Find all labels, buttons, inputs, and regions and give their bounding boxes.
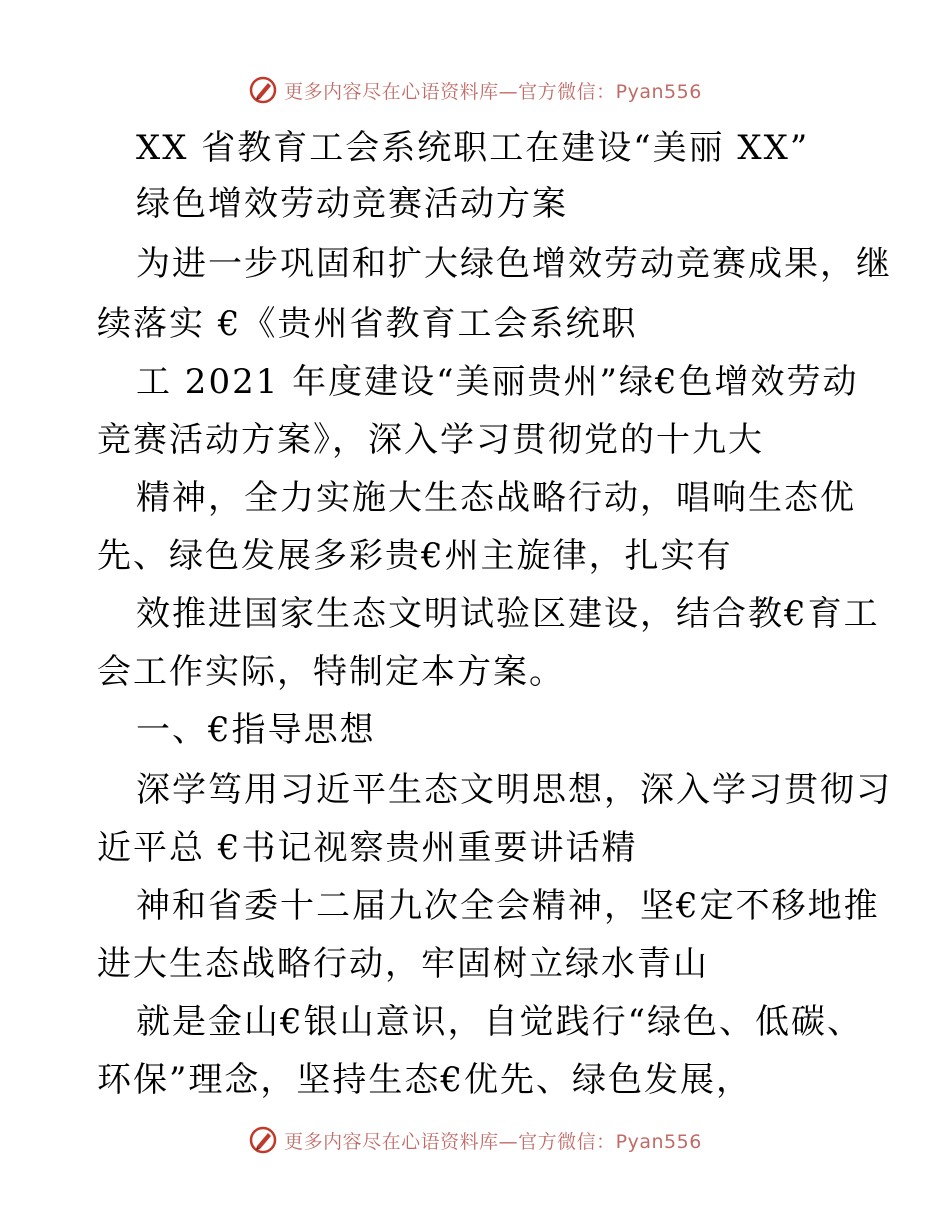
footer-watermark-banner xyxy=(0,1120,950,1160)
paragraph-line: 效推进国家生态文明试验区建设，结合教€育工 xyxy=(136,594,880,634)
paragraph-line: 为进一步巩固和扩大绿色增效劳动竞赛成果，继 xyxy=(136,244,892,284)
section-heading: 一、€指导思想 xyxy=(136,710,376,750)
paragraph-line: 近平总 €书记视察贵州重要讲话精 xyxy=(97,828,638,868)
paragraph-line: 会工作实际，特制定本方案。 xyxy=(97,652,565,692)
banner-text: 更多内容尽在心语资料库— xyxy=(284,1130,519,1153)
pen-logo-icon xyxy=(248,75,278,105)
banner-contact: 官方微信：Pyan556 xyxy=(518,80,702,103)
banner-contact: 官方微信：Pyan556 xyxy=(518,1130,702,1153)
paragraph-line: 环保”理念，坚持生态€优先、绿色发展， xyxy=(97,1060,753,1100)
paragraph-line: 先、绿色发展多彩贵€州主旋律，扎实有 xyxy=(97,536,733,576)
doc-title-line-1: XX 省教育工会系统职工在建设“美丽 XX” xyxy=(136,128,810,168)
paragraph-line: 精神，全力实施大生态战略行动，唱响生态优 xyxy=(136,478,856,518)
paragraph-line: 神和省委十二届九次全会精神，坚€定不移地推 xyxy=(136,886,880,926)
doc-title-line-2: 绿色增效劳动竞赛活动方案 xyxy=(136,184,568,224)
paragraph-line: 续落实 €《贵州省教育工会系统职 xyxy=(97,304,638,344)
paragraph-line: 竞赛活动方案》，深入学习贯彻党的十九大 xyxy=(97,420,764,460)
paragraph-line: 进大生态战略行动，牢固树立绿水青山 xyxy=(97,944,709,984)
pen-logo-icon xyxy=(248,1125,278,1155)
paragraph-line: 深学笃用习近平生态文明思想，深入学习贯彻习 xyxy=(136,770,892,810)
banner-text: 更多内容尽在心语资料库— xyxy=(284,80,519,103)
paragraph-line: 工 2021 年度建设“美丽贵州”绿€色增效劳动 xyxy=(136,362,859,402)
header-watermark-banner xyxy=(0,70,950,110)
paragraph-line: 就是金山€银山意识，自觉践行“绿色、低碳、 xyxy=(136,1002,864,1042)
